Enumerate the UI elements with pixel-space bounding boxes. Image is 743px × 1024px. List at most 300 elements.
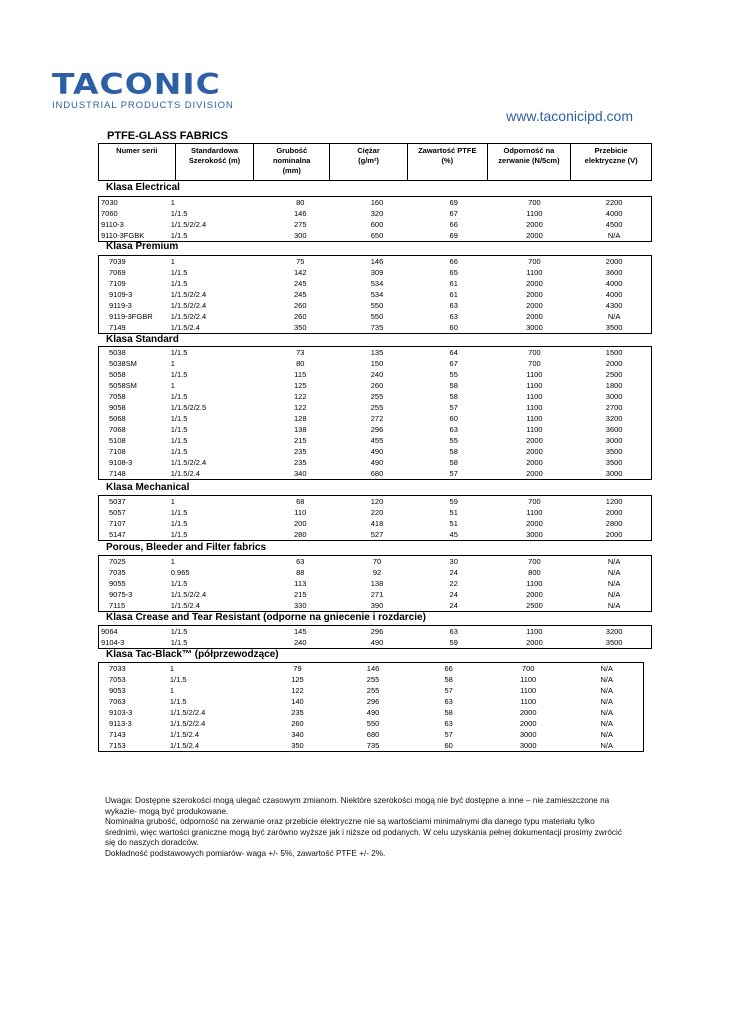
table-cell: 115 <box>294 370 307 379</box>
section-title: Klasa Tac-Black™ (półprzewodzące) <box>106 649 279 660</box>
table-cell: 2700 <box>605 403 623 412</box>
table-cell: 63 <box>296 557 305 566</box>
table-cell: 1500 <box>605 348 623 357</box>
table-row <box>99 380 651 391</box>
table-cell: 240 <box>294 638 307 647</box>
table-cell: 1 <box>169 686 175 695</box>
table-cell: 7148 <box>109 469 126 478</box>
table-cell: 2000 <box>605 257 623 266</box>
header-dielectric: Przebicie elektryczne (V) <box>570 144 651 180</box>
table-cell: 3000 <box>526 323 543 332</box>
table-cell: 1100 <box>526 508 543 517</box>
table-row <box>99 567 651 578</box>
table-cell: 4500 <box>605 220 623 229</box>
table-cell: 24 <box>449 568 458 577</box>
table-cell: 2000 <box>526 447 543 456</box>
table-cell: 1/1.5/2/2.4 <box>169 719 206 728</box>
table-cell: 9109-3 <box>109 290 133 299</box>
table-cell: 240 <box>370 370 384 379</box>
table-cell: 63 <box>449 627 458 636</box>
table-cell: 51 <box>449 519 458 528</box>
table-cell: 1/1.5 <box>170 392 188 401</box>
table-cell: 122 <box>291 686 304 695</box>
table-cell: 1/1.5 <box>170 279 188 288</box>
table-row <box>99 674 643 685</box>
table-cell: 3000 <box>526 530 543 539</box>
table-cell: 1/1.5 <box>170 519 188 528</box>
taconic-logo <box>52 67 234 111</box>
table-cell: 92 <box>372 568 382 577</box>
table-cell: 60 <box>449 323 458 332</box>
section-title: Klasa Crease and Tear Resistant (odporne na gniecenie i rozdarcie) <box>106 612 426 623</box>
header-width: Standardowa Szerokość (m) <box>175 144 254 180</box>
table-cell: 1 <box>169 664 175 673</box>
table-cell: 65 <box>449 268 458 277</box>
table-cell: N/A <box>600 741 613 750</box>
table-cell: 1/1.5 <box>170 436 188 445</box>
table-row <box>99 707 643 718</box>
table-cell: 110 <box>294 508 307 517</box>
table-cell: 1/1.5 <box>170 530 188 539</box>
notes <box>105 796 625 860</box>
table-cell: 2000 <box>605 530 623 539</box>
table-cell: 59 <box>449 497 458 506</box>
table-cell: N/A <box>607 579 621 588</box>
table-cell: 600 <box>370 220 384 229</box>
table-cell: 3200 <box>605 414 623 423</box>
table-row <box>99 256 651 267</box>
table-cell: 9053 <box>109 686 126 695</box>
table-cell: 340 <box>291 730 304 739</box>
table-row <box>99 685 643 696</box>
table-cell: 66 <box>444 664 453 673</box>
table-cell: 2000 <box>526 290 543 299</box>
table-cell: N/A <box>607 557 621 566</box>
table-cell: 2000 <box>605 508 623 517</box>
table-row <box>99 637 651 648</box>
table-cell: 1100 <box>526 268 543 277</box>
table-cell: 55 <box>449 436 458 445</box>
table-row <box>99 468 651 479</box>
table-cell: 140 <box>291 697 304 706</box>
table-cell: 7060 <box>101 209 118 218</box>
table-cell: 7063 <box>109 697 126 706</box>
table-cell: 1100 <box>526 392 543 401</box>
table-cell: 260 <box>294 312 307 321</box>
table-cell: 3600 <box>605 425 623 434</box>
table-cell: 1/1.5 <box>170 627 188 636</box>
table-cell: 2000 <box>605 359 623 368</box>
table-cell: 1 <box>170 381 175 390</box>
table-cell: 7143 <box>109 730 126 739</box>
table-cell: 7115 <box>109 601 126 610</box>
table-cell: 7108 <box>109 447 126 456</box>
table-row <box>99 457 651 468</box>
table-row <box>99 740 643 751</box>
table-cell: 146 <box>366 664 380 673</box>
table-cell: 3000 <box>605 436 623 445</box>
table-cell: 5068 <box>109 414 126 423</box>
table-cell: 9108-3 <box>109 458 133 467</box>
table-cell: 68 <box>296 497 305 506</box>
table-cell: 7107 <box>109 519 126 528</box>
table-cell: 63 <box>444 719 453 728</box>
table-cell: 160 <box>370 198 384 207</box>
table-cell: 245 <box>294 290 307 299</box>
note-availability: Uwaga: Dostępne szerokości mogą ulegać czasowym zmianom. Niektóre szerokości mogą nie być dostępne a inne – nie zamieszczone na wykazie- mogą być produkowane. <box>105 796 610 816</box>
table-cell: 1100 <box>526 579 543 588</box>
table-cell: 122 <box>294 392 307 401</box>
table-cell: 220 <box>370 508 384 517</box>
table-cell: 1/1.5/2.4 <box>170 469 200 478</box>
table-cell: 59 <box>449 638 458 647</box>
table-cell: 2800 <box>605 519 623 528</box>
table-cell: 146 <box>294 209 307 218</box>
table-cell: N/A <box>607 568 621 577</box>
table-cell: 245 <box>294 279 307 288</box>
header-series: Numer serii <box>116 146 158 155</box>
table-cell: 2000 <box>526 220 543 229</box>
table-cell: 527 <box>370 530 384 539</box>
table-cell: N/A <box>600 719 613 728</box>
table-cell: 1/1.5 <box>169 675 187 684</box>
table-cell: 122 <box>294 403 307 412</box>
table-cell: 1/1.5 <box>170 268 188 277</box>
table-cell: 1100 <box>526 403 543 412</box>
table-cell: 700 <box>528 198 541 207</box>
section-table <box>98 196 652 242</box>
table-cell: 145 <box>294 627 307 636</box>
table-cell: 45 <box>449 530 458 539</box>
table-row <box>99 529 651 540</box>
table-cell: 550 <box>370 301 384 310</box>
table-cell: 1/1.5 <box>170 508 188 517</box>
table-cell: 255 <box>370 403 384 412</box>
table-cell: 4000 <box>605 279 623 288</box>
section-title: Klasa Electrical <box>106 182 180 193</box>
table-cell: 490 <box>366 708 380 717</box>
table-cell: 24 <box>449 590 458 599</box>
table-cell: 1100 <box>520 675 537 684</box>
table-cell: N/A <box>607 590 621 599</box>
table-cell: 3500 <box>605 638 623 647</box>
table-cell: 1/1.5 <box>170 447 188 456</box>
table-cell: 2500 <box>526 601 543 610</box>
table-cell: 61 <box>449 290 458 299</box>
table-cell: 63 <box>449 312 458 321</box>
table-cell: 1/1.5/2.4 <box>169 730 200 739</box>
table-cell: 215 <box>294 436 307 445</box>
table-row <box>99 347 651 358</box>
table-cell: 9119-3FGBR <box>109 312 153 321</box>
table-cell: 9064 <box>101 627 118 636</box>
table-cell: 79 <box>293 664 302 673</box>
table-cell: 1/1.5/2/2.4 <box>170 301 207 310</box>
table-cell: 735 <box>370 323 384 332</box>
table-header <box>98 143 652 181</box>
table-cell: 2000 <box>526 301 543 310</box>
table-cell: 1 <box>170 198 175 207</box>
table-cell: 2000 <box>526 279 543 288</box>
table-cell: N/A <box>600 686 613 695</box>
table-cell: 350 <box>294 323 307 332</box>
table-cell: 340 <box>294 469 307 478</box>
table-cell: 271 <box>370 590 384 599</box>
table-cell: 2000 <box>526 638 543 647</box>
table-cell: 30 <box>449 557 458 566</box>
table-cell: 7039 <box>109 257 126 266</box>
table-row <box>99 435 651 446</box>
table-cell: 2000 <box>526 458 543 467</box>
table-cell: N/A <box>600 730 613 739</box>
table-cell: 7030 <box>101 198 118 207</box>
section-table <box>98 495 652 541</box>
table-cell: 272 <box>370 414 384 423</box>
table-cell: 390 <box>370 601 384 610</box>
table-cell: 2000 <box>526 590 543 599</box>
table-row <box>99 300 651 311</box>
table-cell: 1100 <box>520 697 537 706</box>
table-cell: 1100 <box>526 414 543 423</box>
table-cell: 700 <box>528 359 541 368</box>
table-cell: 2000 <box>519 719 537 728</box>
table-cell: 1/1.5 <box>170 209 188 218</box>
table-cell: N/A <box>600 675 613 684</box>
table-cell: 700 <box>528 497 541 506</box>
table-cell: 7149 <box>109 323 126 332</box>
table-cell: 1/1.5 <box>170 579 188 588</box>
table-cell: 7068 <box>109 425 126 434</box>
table-cell: 113 <box>294 579 307 588</box>
table-cell: 60 <box>444 741 453 750</box>
table-row <box>99 578 651 589</box>
note-nominal: Nominalna grubość, odporność na zerwanie oraz przebicie elektryczne nie są wartościami minimalnymi dla danego typu materiału tylko średnimi, więc wartości graniczne mogą być zarówno wyższe jak i niższe od podanych. W celu uzyskania pełnej dokumentacji prosimy zwrócić się do naszych doradców. <box>105 817 622 848</box>
table-cell: 490 <box>370 638 384 647</box>
table-row <box>99 230 651 241</box>
table-cell: 66 <box>449 257 458 266</box>
table-cell: 235 <box>294 447 307 456</box>
table-cell: 24 <box>449 601 458 610</box>
table-cell: 0.965 <box>170 568 190 577</box>
table-cell: 5038SM <box>109 359 137 368</box>
table-cell: 5037 <box>109 497 126 506</box>
table-cell: 296 <box>370 627 384 636</box>
table-row <box>99 311 651 322</box>
table-cell: 550 <box>366 719 380 728</box>
table-cell: 3200 <box>605 627 623 636</box>
table-cell: 3500 <box>605 447 623 456</box>
table-cell: 125 <box>294 381 307 390</box>
section-title: Klasa Mechanical <box>106 482 190 493</box>
table-cell: 680 <box>366 730 380 739</box>
header-tear: Odporność na zerwanie (N/5cm) <box>487 144 571 180</box>
table-cell: 80 <box>296 359 305 368</box>
table-cell: 9055 <box>109 579 126 588</box>
table-cell: 1/1.5 <box>170 638 188 647</box>
table-cell: 75 <box>296 257 305 266</box>
table-cell: 58 <box>449 458 458 467</box>
table-cell: 9104-3 <box>101 638 125 647</box>
table-cell: 2000 <box>526 312 543 321</box>
table-cell: 1/1.5/2.4 <box>170 323 200 332</box>
table-cell: 1100 <box>520 686 537 695</box>
table-row <box>99 729 643 740</box>
section-table <box>98 662 644 752</box>
table-cell: 1/1.5/2/2.4 <box>170 590 207 599</box>
table-cell: N/A <box>600 697 613 706</box>
table-cell: 490 <box>370 447 384 456</box>
table-cell: 4300 <box>605 301 623 310</box>
table-cell: 58 <box>444 708 453 717</box>
header-weight: Ciężar (g/m²) <box>329 144 407 180</box>
table-cell: 550 <box>370 312 384 321</box>
table-cell: 80 <box>296 198 305 207</box>
table-cell: 1100 <box>526 370 543 379</box>
section-title: Klasa Premium <box>106 241 179 252</box>
table-cell: 330 <box>294 601 307 610</box>
table-cell: 3000 <box>519 730 537 739</box>
table-row <box>99 278 651 289</box>
table-cell: 69 <box>449 231 458 240</box>
table-cell: 260 <box>291 719 304 728</box>
table-cell: 275 <box>294 220 307 229</box>
table-cell: 9113-3 <box>109 719 132 728</box>
table-cell: 57 <box>449 469 458 478</box>
table-cell: 255 <box>366 686 380 695</box>
table-cell: 1100 <box>526 425 543 434</box>
table-cell: 5147 <box>109 530 126 539</box>
table-cell: 7053 <box>109 675 126 684</box>
table-cell: 9110-3 <box>101 220 124 229</box>
table-cell: 255 <box>366 675 380 684</box>
table-cell: 1/1.5 <box>170 425 188 434</box>
table-cell: 700 <box>521 664 535 673</box>
table-cell: 1100 <box>526 209 543 218</box>
table-cell: 2000 <box>526 436 543 445</box>
table-cell: 309 <box>370 268 384 277</box>
table-cell: 1200 <box>605 497 623 506</box>
section-table <box>98 555 652 612</box>
table-cell: 700 <box>528 348 541 357</box>
table-cell: 9103-3 <box>109 708 133 717</box>
table-cell: 58 <box>449 447 458 456</box>
table-row <box>99 496 651 507</box>
table-cell: 73 <box>296 348 305 357</box>
table-cell: 7069 <box>109 268 126 277</box>
table-cell: 9075-3 <box>109 590 133 599</box>
table-cell: 125 <box>291 675 304 684</box>
table-row <box>99 413 651 424</box>
table-cell: 1 <box>170 257 175 266</box>
section-title: Klasa Standard <box>106 334 179 345</box>
table-cell: 7058 <box>109 392 126 401</box>
section-title: Porous, Bleeder and Filter fabrics <box>106 542 267 553</box>
table-cell: 700 <box>528 257 541 266</box>
section-table <box>98 346 652 480</box>
header-ptfe: Zawartość PTFE (%) <box>407 144 487 180</box>
table-cell: 534 <box>370 290 384 299</box>
table-cell: 120 <box>370 497 384 506</box>
table-cell: 150 <box>370 359 384 368</box>
table-cell: 64 <box>449 348 458 357</box>
table-cell: 2000 <box>526 469 543 478</box>
header-thickness: Grubość nominalna (mm) <box>253 144 329 180</box>
table-row <box>99 600 651 611</box>
table-cell: 1/1.5 <box>170 370 188 379</box>
table-cell: 1/1.5/2/2.5 <box>170 403 207 412</box>
table-cell: 296 <box>366 697 380 706</box>
table-cell: 260 <box>370 381 384 390</box>
table-row <box>99 424 651 435</box>
table-cell: 280 <box>294 530 307 539</box>
table-cell: 1/1.5 <box>170 348 188 357</box>
section-table <box>98 255 652 334</box>
table-cell: 1/1.5/2.4 <box>170 601 200 610</box>
table-cell: N/A <box>607 231 621 240</box>
table-cell: 63 <box>449 301 458 310</box>
table-cell: 3600 <box>605 268 623 277</box>
table-cell: 58 <box>449 392 458 401</box>
table-cell: N/A <box>607 312 621 321</box>
table-row <box>99 267 651 278</box>
table-row <box>99 556 651 567</box>
table-cell: 61 <box>449 279 458 288</box>
table-cell: 3000 <box>605 469 623 478</box>
table-cell: 7033 <box>109 664 126 673</box>
table-cell: 142 <box>294 268 307 277</box>
table-cell: 1/1.5/2/2.4 <box>170 220 207 229</box>
table-row <box>99 446 651 457</box>
table-cell: 69 <box>449 198 458 207</box>
table-cell: 235 <box>291 708 304 717</box>
table-cell: 9058 <box>109 403 126 412</box>
table-cell: 58 <box>444 675 453 684</box>
table-row <box>99 589 651 600</box>
table-cell: 55 <box>449 370 458 379</box>
table-cell: 255 <box>370 392 384 401</box>
table-cell: 735 <box>366 741 380 750</box>
table-cell: 1/1.5 <box>170 414 188 423</box>
website-link[interactable]: www.taconicipd.com <box>506 108 633 124</box>
table-cell: 700 <box>528 557 541 566</box>
table-cell: 7153 <box>109 741 126 750</box>
table-cell: 1/1.5/2/2.4 <box>170 312 207 321</box>
table-cell: 128 <box>294 414 307 423</box>
table-cell: 5058SM <box>109 381 137 390</box>
table-cell: 650 <box>370 231 384 240</box>
table-cell: 88 <box>296 568 305 577</box>
table-cell: N/A <box>600 708 613 717</box>
logo-division: INDUSTRIAL PRODUCTS DIVISION <box>52 100 234 111</box>
table-cell: 57 <box>444 730 453 739</box>
table-cell: 1 <box>170 497 175 506</box>
table-cell: 1 <box>170 557 175 566</box>
table-row <box>99 718 643 729</box>
table-cell: 1100 <box>526 627 543 636</box>
table-row <box>99 358 651 369</box>
table-row <box>99 391 651 402</box>
table-cell: 9119-3 <box>109 301 132 310</box>
table-cell: 9110-3FGBK <box>101 231 145 240</box>
table-cell: 350 <box>291 741 304 750</box>
table-cell: 57 <box>444 686 453 695</box>
table-cell: 2000 <box>526 519 543 528</box>
table-cell: 63 <box>444 697 453 706</box>
section-table <box>98 625 652 649</box>
table-row <box>99 219 651 230</box>
table-cell: 1/1.5/2.4 <box>169 741 200 750</box>
table-cell: 5108 <box>109 436 126 445</box>
